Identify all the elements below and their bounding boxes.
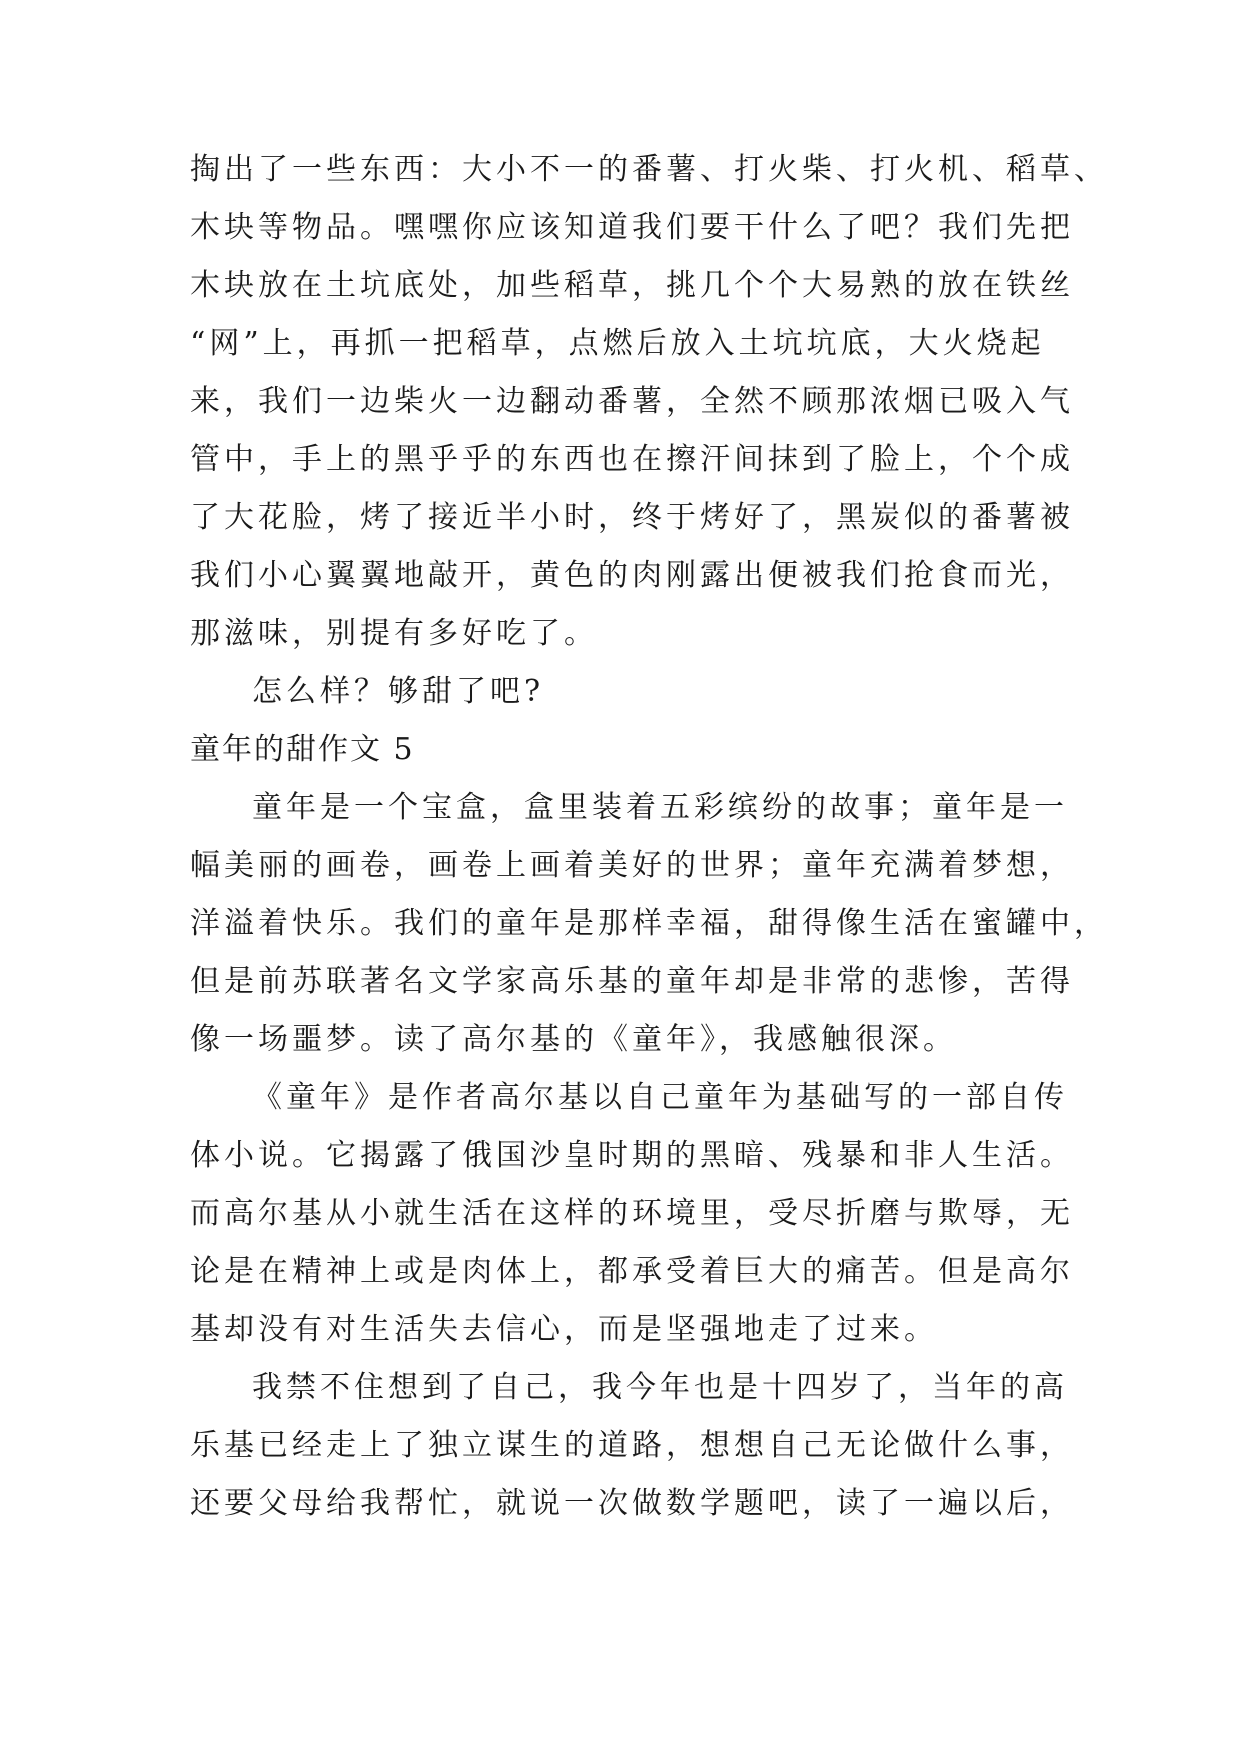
paragraph-line: 论是在精神上或是肉体上，都承受着巨大的痛苦。但是高尔 — [190, 1254, 1074, 1289]
paragraph-line: 管中，手上的黑乎乎的东西也在擦汗间抹到了脸上，个个成 — [190, 442, 1074, 477]
paragraph-line: 了大花脸，烤了接近半小时，终于烤好了，黑炭似的番薯被 — [190, 500, 1074, 535]
paragraph-line: 基却没有对生活失去信心，而是坚强地走了过来。 — [190, 1312, 938, 1347]
paragraph-line: 乐基已经走上了独立谋生的道路，想想自己无论做什么事， — [190, 1428, 1074, 1463]
paragraph-line: 像一场噩梦。读了高尔基的《童年》，我感触很深。 — [190, 1022, 957, 1057]
paragraph-line: 但是前苏联著名文学家高乐基的童年却是非常的悲惨，苦得 — [190, 964, 1074, 999]
paragraph-line: 木块放在土坑底处，加些稻草，挑几个个大易熟的放在铁丝 — [190, 268, 1074, 303]
paragraph-line: 《童年》是作者高尔基以自己童年为基础写的一部自传 — [252, 1080, 1068, 1115]
paragraph-line: 木块等物品。嘿嘿你应该知道我们要干什么了吧？我们先把 — [190, 210, 1074, 245]
paragraph-line: 体小说。它揭露了俄国沙皇时期的黑暗、残暴和非人生活。 — [190, 1138, 1074, 1173]
paragraph-line: 来，我们一边柴火一边翻动番薯，全然不顾那浓烟已吸入气 — [190, 384, 1074, 419]
paragraph-line: 怎么样？够甜了吧? — [252, 674, 545, 709]
paragraph-line: 而高尔基从小就生活在这样的环境里，受尽折磨与欺辱，无 — [190, 1196, 1074, 1231]
section-heading: 童年的甜作文 5 — [190, 732, 415, 767]
paragraph-line: 那滋味，别提有多好吃了。 — [190, 616, 598, 651]
paragraph-line: 掏出了一些东西：大小不一的番薯、打火柴、打火机、稻草、 — [190, 152, 1108, 187]
paragraph-line: 童年是一个宝盒，盒里装着五彩缤纷的故事；童年是一 — [252, 790, 1068, 825]
paragraph-line: 幅美丽的画卷，画卷上画着美好的世界；童年充满着梦想， — [190, 848, 1074, 883]
paragraph-line: 洋溢着快乐。我们的童年是那样幸福，甜得像生活在蜜罐中， — [190, 906, 1108, 941]
paragraph-line: “网”上，再抓一把稻草，点燃后放入土坑坑底，大火烧起 — [190, 326, 1045, 361]
paragraph-line: 还要父母给我帮忙，就说一次做数学题吧，读了一遍以后， — [190, 1486, 1074, 1521]
paragraph-line: 我们小心翼翼地敲开，黄色的肉刚露出便被我们抢食而光， — [190, 558, 1074, 593]
paragraph-line: 我禁不住想到了自己，我今年也是十四岁了，当年的高 — [252, 1370, 1068, 1405]
